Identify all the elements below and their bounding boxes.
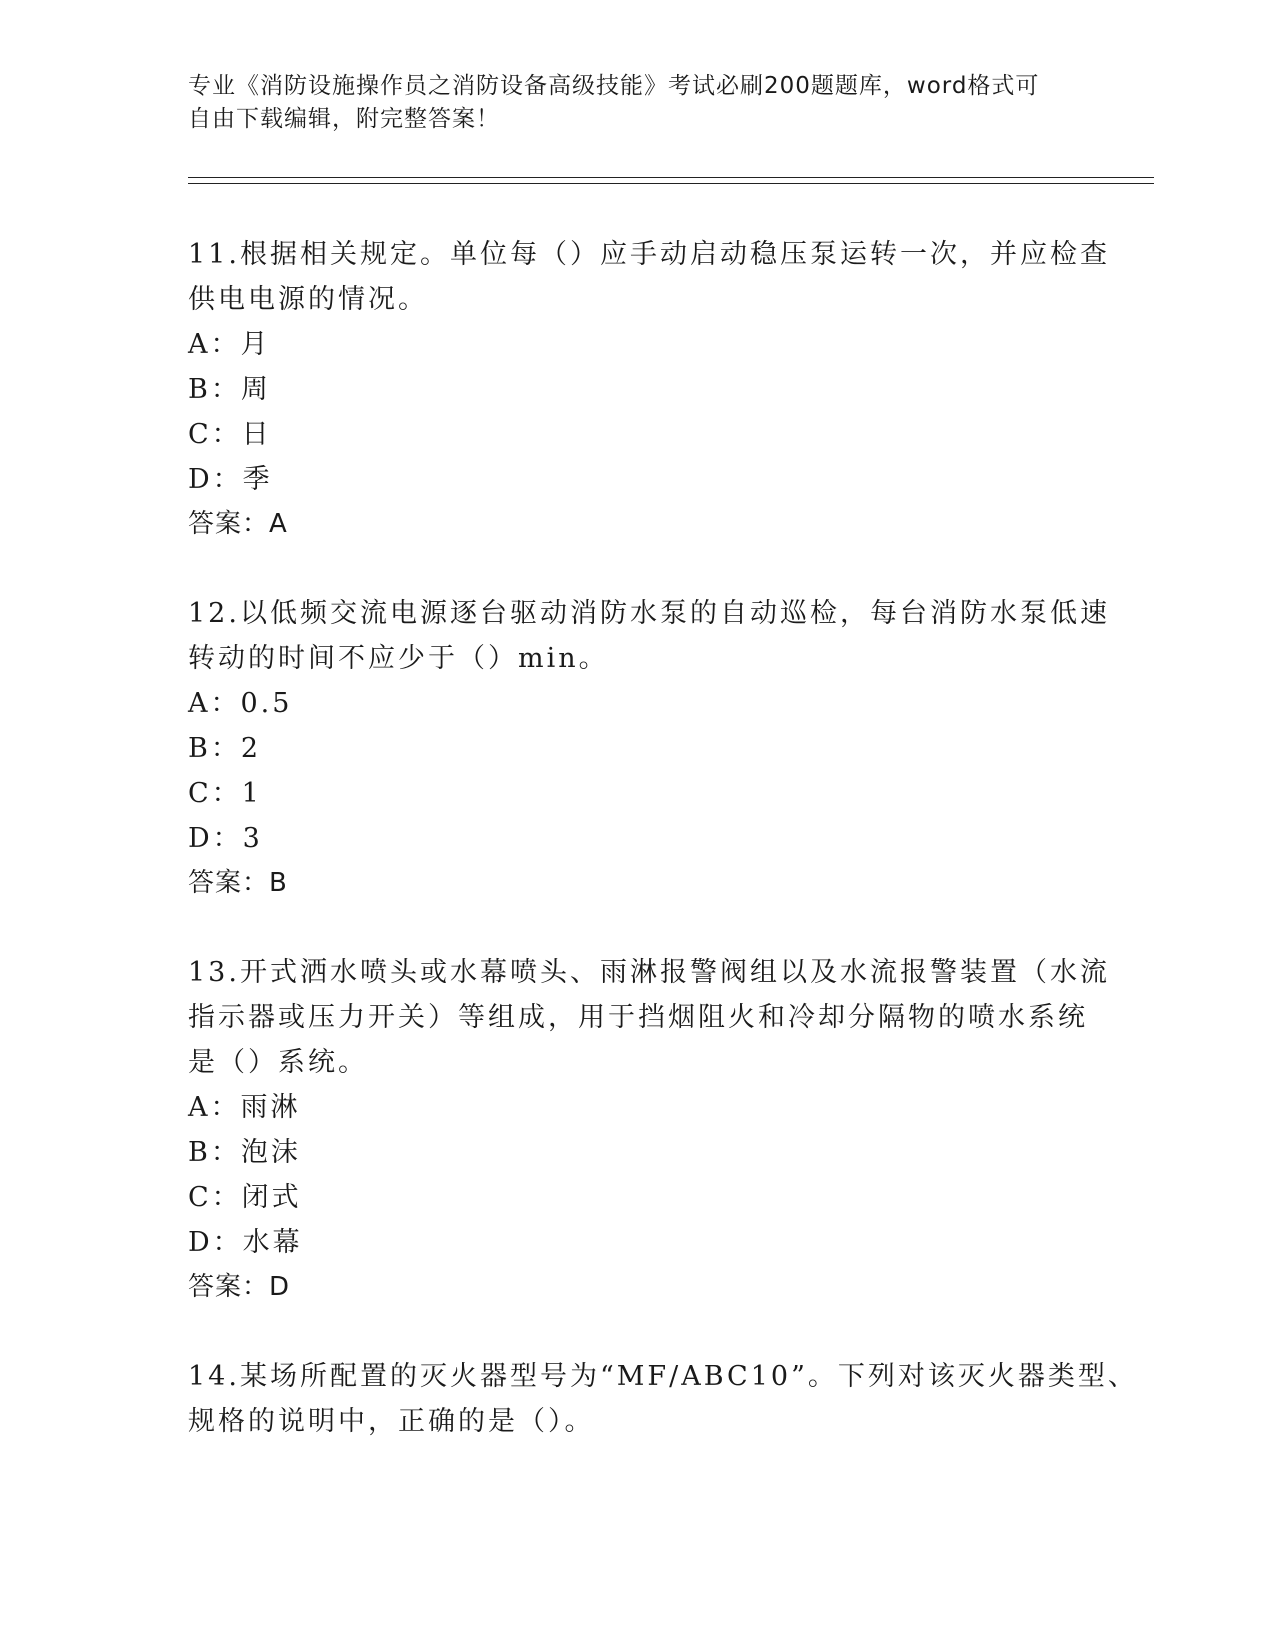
- option-c: C：日: [188, 419, 272, 450]
- question-13: [188, 950, 1110, 1310]
- question-stem-line: 是（）系统。: [188, 1047, 368, 1078]
- option-b: B：泡沫: [188, 1137, 301, 1168]
- question-stem-line: 转动的时间不应少于（）min。: [188, 643, 609, 674]
- option-c: C：闭式: [188, 1182, 302, 1213]
- question-12: [188, 591, 1110, 906]
- header-line-1: 专业《消防设施操作员之消防设备高级技能》考试必刷200题题库，word格式可: [188, 73, 1040, 99]
- answer-label: 答案：A: [188, 509, 288, 539]
- header-line-2: 自由下载编辑，附完整答案！: [188, 106, 500, 132]
- header-divider-top: [188, 177, 1154, 178]
- question-stem-line: 指示器或压力开关）等组成，用于挡烟阻火和冷却分隔物的喷水系统: [188, 1002, 1088, 1033]
- question-stem-line: 供电电源的情况。: [188, 284, 428, 315]
- answer-label: 答案：B: [188, 868, 288, 898]
- question-stem-line: 13.开式洒水喷头或水幕喷头、雨淋报警阀组以及水流报警装置（水流: [188, 957, 1110, 988]
- option-a: A：雨淋: [188, 1092, 301, 1123]
- question-stem-line: 11.根据相关规定。单位每（）应手动启动稳压泵运转一次，并应检查: [188, 239, 1110, 270]
- question-11: [188, 232, 1110, 547]
- question-stem: [188, 1354, 1138, 1444]
- question-stem: [188, 232, 1110, 322]
- option-d: D：水幕: [188, 1227, 303, 1258]
- option-b: B：周: [188, 374, 271, 405]
- question-list: [188, 232, 1138, 1488]
- document-header: [188, 70, 1068, 136]
- question-stem-line: 规格的说明中，正确的是（）。: [188, 1406, 595, 1437]
- question-stem-line: 12.以低频交流电源逐台驱动消防水泵的自动巡检，每台消防水泵低速: [188, 598, 1110, 629]
- question-stem: [188, 591, 1110, 681]
- answer-label: 答案：D: [188, 1272, 291, 1302]
- option-c: C：1: [188, 778, 262, 809]
- question-stem: [188, 950, 1110, 1085]
- question-stem-line: 14.某场所配置的灭火器型号为“MF/ABC10”。下列对该灭火器类型、: [188, 1361, 1138, 1392]
- option-b: B：2: [188, 733, 262, 764]
- header-divider-bottom: [188, 183, 1154, 184]
- question-14: [188, 1354, 1138, 1444]
- option-a: A：0.5: [188, 688, 293, 719]
- option-a: A：月: [188, 329, 271, 360]
- option-d: D：季: [188, 464, 273, 495]
- option-d: D：3: [188, 823, 263, 854]
